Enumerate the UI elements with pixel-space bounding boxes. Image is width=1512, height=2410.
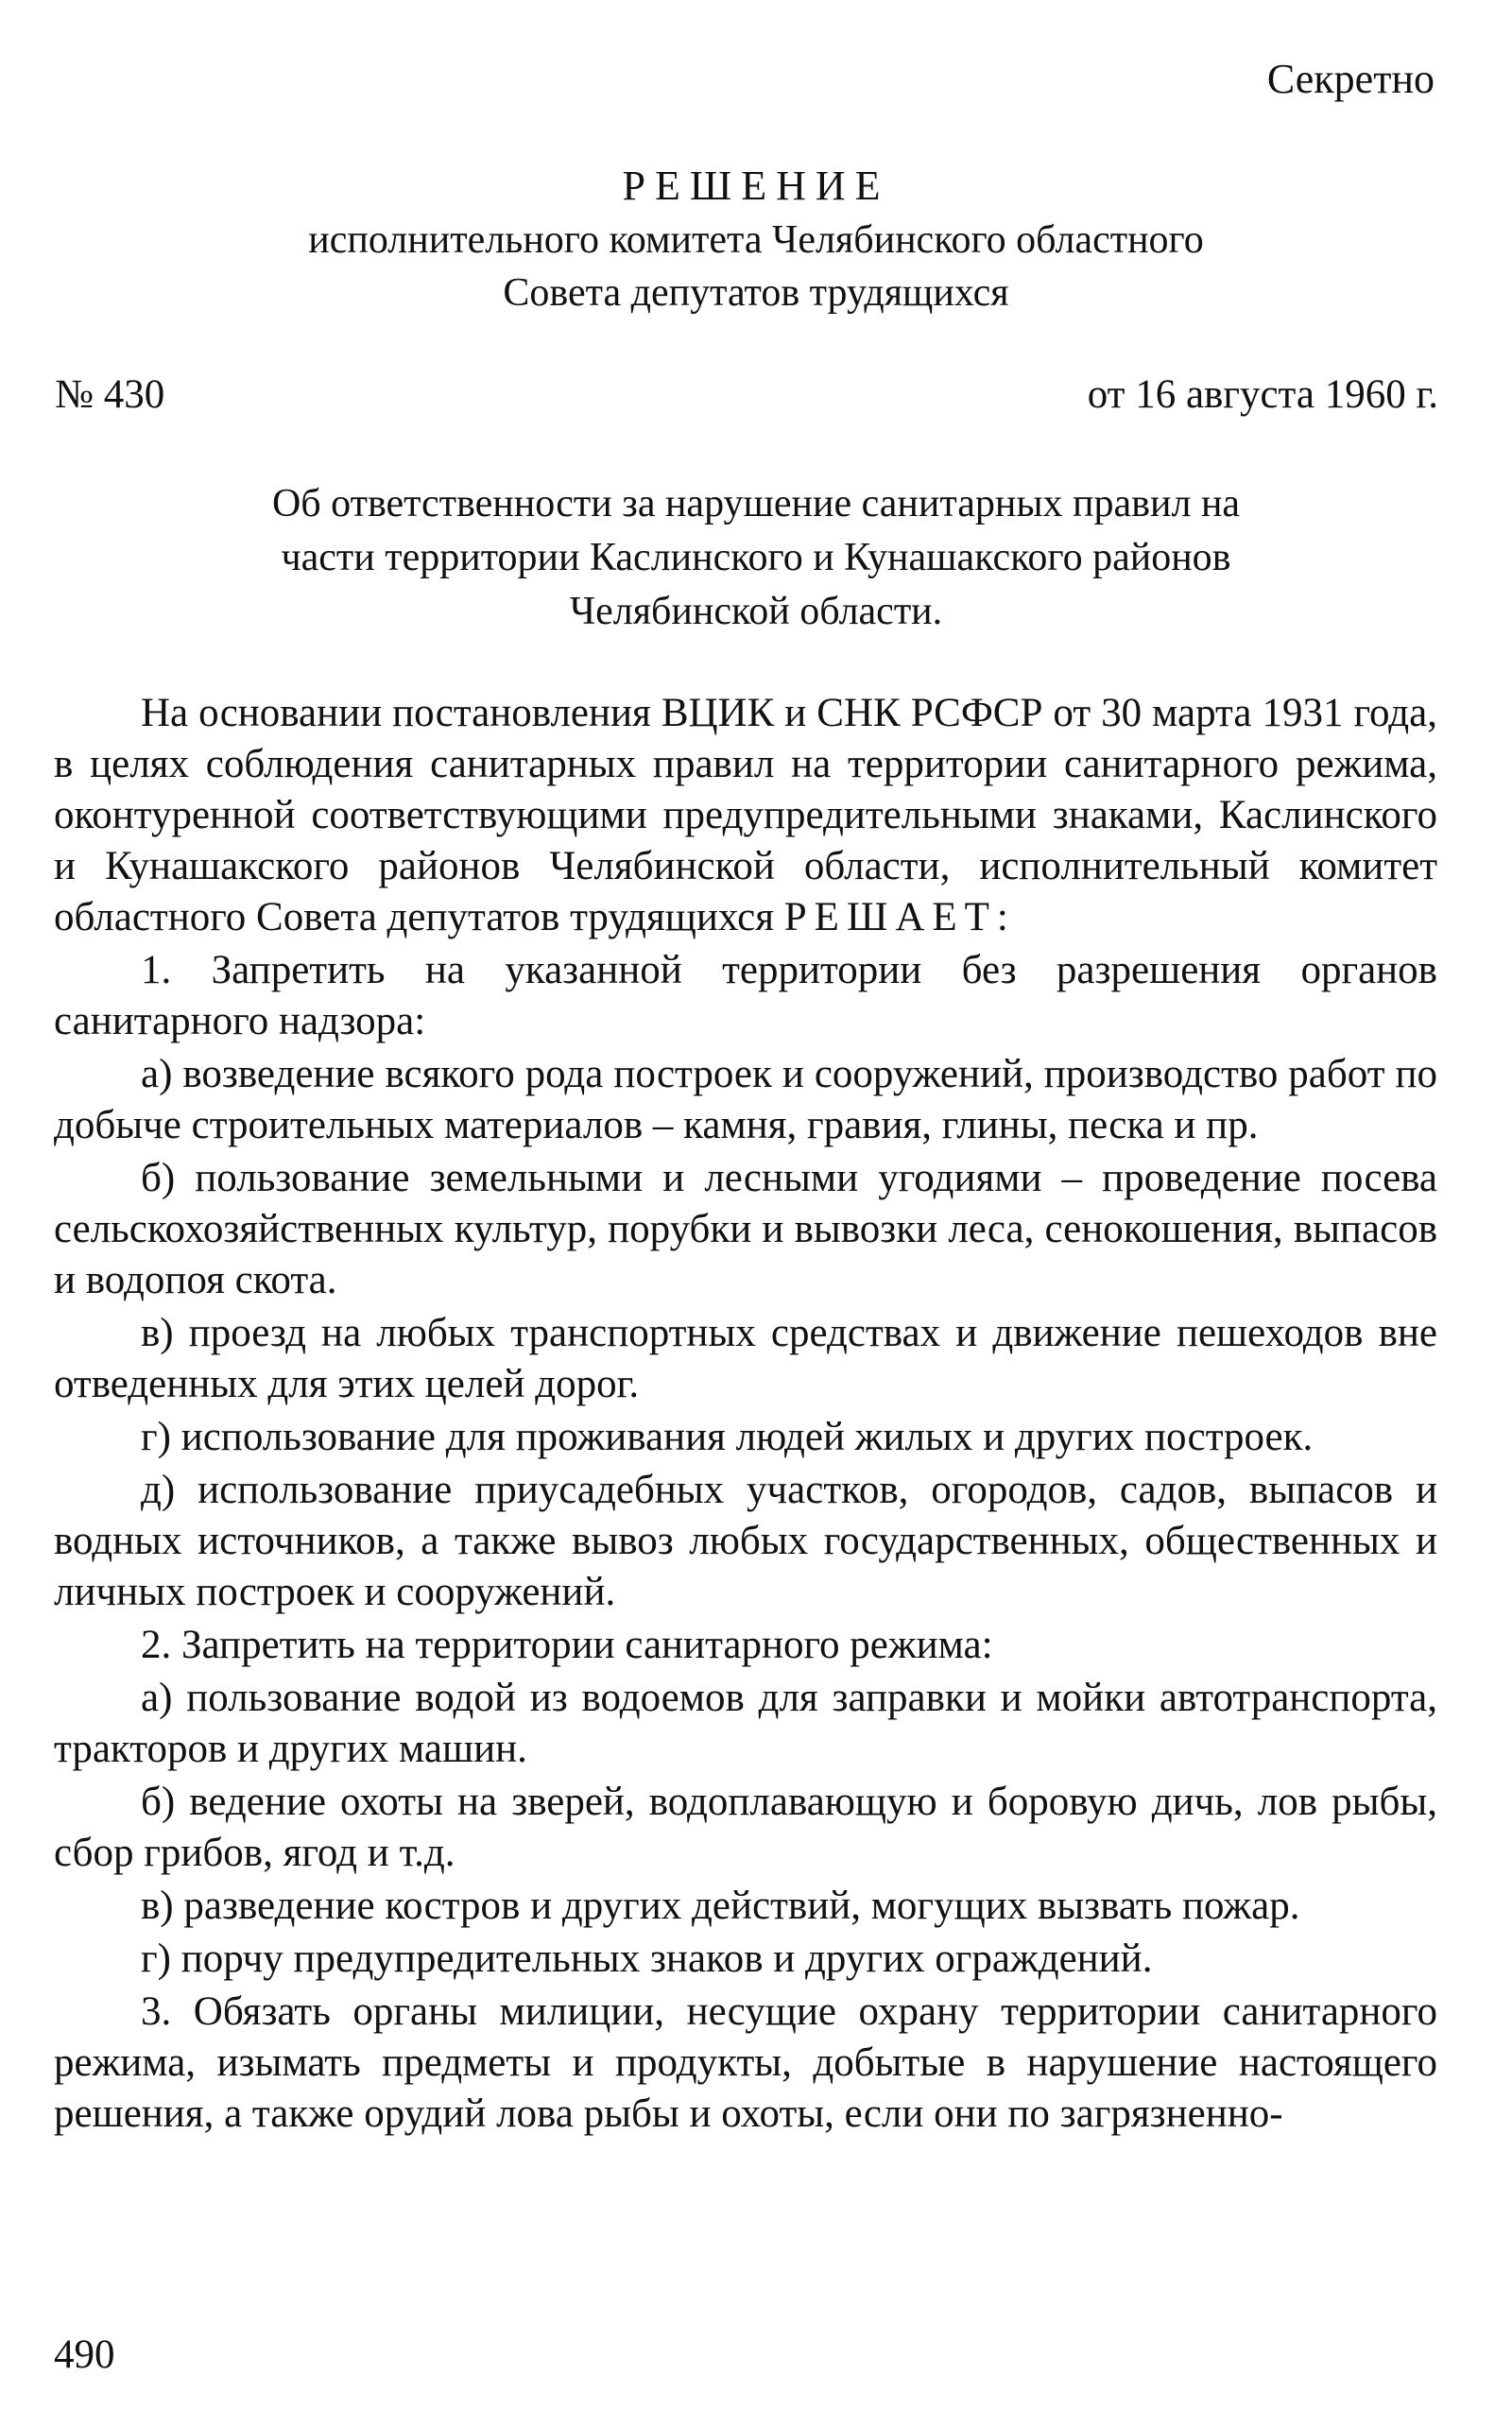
document-number: № 430 xyxy=(55,372,165,417)
clause-paragraph: г) порчу предупредительных знаков и других ограждений. xyxy=(141,1937,1153,1981)
document-subject xyxy=(0,477,1512,639)
clause-paragraph: 2. Запретить на территории санитарного режима: xyxy=(141,1623,993,1667)
clause-paragraph: а) возведение всякого рода построек и сооружений, производство работ по добыче строительных материалов – камня, гравия, глины, песка и пр. xyxy=(54,1052,1437,1147)
preamble-text: На основании постановления ВЦИК и СНК РСФСР от 30 марта 1931 года, в целях соблюдения санитарных правил на территории санитарного режима, оконтуренной соответствующими предупредительными знаками, Каслинского и Кунашакского районов Челябинской области, исполнительный комитет областного Совета депутатов трудящихся xyxy=(54,691,1437,939)
page-number: 490 xyxy=(54,2333,115,2377)
preamble-paragraph xyxy=(54,688,1437,943)
clause-paragraph: в) разведение костров и других действий, могущих вызвать пожар. xyxy=(141,1884,1300,1928)
clause-paragraph: д) использование приусадебных участков, огородов, садов, выпасов и водных источников, а также вывоз любых государственных, общественных и личных построек и сооружений. xyxy=(54,1468,1437,1614)
resolves-word: РЕШАЕТ: xyxy=(783,895,1016,939)
subject-line-2: части территории Каслинского и Кунашакского районов xyxy=(281,536,1231,579)
subject-line-1: Об ответственности за нарушение санитарных правил на xyxy=(271,482,1241,525)
document-type-title: РЕШЕНИЕ xyxy=(622,163,890,209)
clause-paragraph: б) пользование земельными и лесными угодиями – проведение посева сельскохозяйственных культур, порубки и вывозки леса, сенокошения, выпасов и водопоя скота. xyxy=(54,1156,1437,1302)
document-body xyxy=(54,688,1437,2140)
subject-line-3: Челябинской области. xyxy=(569,590,943,633)
clause-paragraph: 3. Обязать органы милиции, несущие охрану территории санитарного режима, изымать предметы и продукты, добытые в нарушение настоящего решения, а также орудий лова рыбы и охоты, если они по загрязненно- xyxy=(54,1989,1437,2136)
document-meta xyxy=(55,370,1438,420)
clause-paragraph: 1. Запретить на указанной территории без разрешения органов санитарного надзора: xyxy=(54,948,1437,1043)
document-date: от 16 августа 1960 г. xyxy=(1087,372,1438,417)
clause-paragraph: а) пользование водой из водоемов для заправки и мойки автотранспорта, тракторов и других машин. xyxy=(54,1676,1437,1771)
document-heading xyxy=(0,159,1512,319)
clause-paragraph: б) ведение охоты на зверей, водоплавающую и боровую дичь, лов рыбы, сбор грибов, ягод и т.д. xyxy=(54,1780,1437,1875)
issuer-line-2: Совета депутатов трудящихся xyxy=(503,271,1009,315)
clause-paragraph: в) проезд на любых транспортных средствах и движение пешеходов вне отведенных для этих целей дорог. xyxy=(54,1311,1437,1406)
classification-label: Секретно xyxy=(1266,56,1435,102)
clause-paragraph: г) использование для проживания людей жилых и других построек. xyxy=(141,1415,1314,1459)
issuer-line-1: исполнительного комитета Челябинского областного xyxy=(308,218,1204,262)
